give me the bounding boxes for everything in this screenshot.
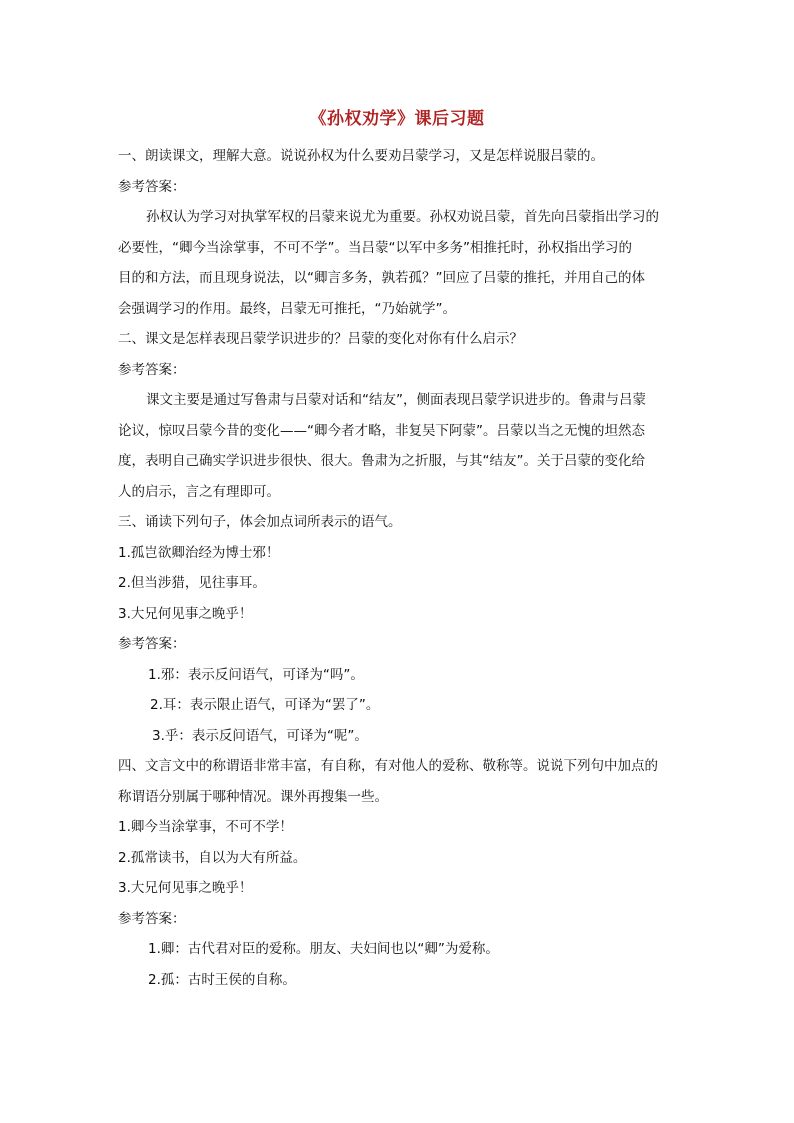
answer-paragraph-line: 会强调学习的作用。最终，吕蒙无可推托，“乃始就学”。 <box>118 300 456 317</box>
sentence-item: 1.卿今当涂掌事，不可不学！ <box>118 819 293 835</box>
answer-paragraph-line: 人的启示，言之有理即可。 <box>118 483 280 500</box>
question-4: 四、文言文中的称谓语非常丰富，有自称，有对他人的爱称、敬称等。说说下列句中加点的 <box>118 758 658 774</box>
answer-item: 1.邪：表示反问语气，可译为“吗”。 <box>148 666 364 683</box>
sentence-item: 3.大兄何见事之晚乎！ <box>118 880 253 896</box>
answer-paragraph-line: 孙权认为学习对执掌军权的吕蒙来说尤为重要。孙权劝说吕蒙，首先向吕蒙指出学习的 <box>146 209 659 225</box>
answer-item: 2.耳：表示限止语气，可译为“罢了”。 <box>150 697 380 713</box>
question-4-continued: 称谓语分别属于哪种情况。课外再搜集一些。 <box>118 788 388 805</box>
sentence-item: 1.孤岂欲卿治经为博士邪！ <box>118 544 280 561</box>
answer-paragraph-line: 目的和方法，而且现身说法，以“卿言多务，孰若孤？”回应了吕蒙的推托，并用自己的体 <box>118 270 645 286</box>
question-3: 三、诵读下列句子，体会加点词所表示的语气。 <box>118 514 402 530</box>
answer-item: 1.卿：古代君对臣的爱称。朋友、夫妇间也以“卿”为爱称。 <box>148 941 499 957</box>
answer-paragraph-line: 度，表明自己确实学识进步很快、很大。鲁肃为之折服，与其“结友”。关于吕蒙的变化给 <box>118 453 645 469</box>
answer-item: 2.孤：古时王侯的自称。 <box>148 971 296 988</box>
answer-label: 参考答案： <box>118 636 186 652</box>
answer-label: 参考答案： <box>118 910 186 927</box>
sentence-item: 2.但当涉猎，见往事耳。 <box>118 575 266 591</box>
sentence-item: 3.大兄何见事之晚乎！ <box>118 605 253 622</box>
document-body <box>118 141 678 995</box>
page-title: 《孙权劝学》课后习题 <box>309 109 485 129</box>
answer-item: 3.乎：表示反问语气，可译为“呢”。 <box>152 727 368 744</box>
answer-label: 参考答案： <box>118 178 186 195</box>
question-2: 二、课文是怎样表现吕蒙学识进步的？吕蒙的变化对你有什么启示？ <box>118 331 523 347</box>
sentence-item: 2.孤常读书，自以为大有所益。 <box>118 849 307 866</box>
answer-paragraph-line: 论议，惊叹吕蒙今昔的变化——“卿今者才略，非复吴下阿蒙”。吕蒙以当之无愧的坦然态 <box>118 422 645 439</box>
answer-paragraph-line: 必要性，“卿今当涂掌事，不可不学”。当吕蒙“以军中多务”相推托时，孙权指出学习的 <box>118 239 632 256</box>
answer-label: 参考答案： <box>118 361 186 378</box>
question-1: 一、朗读课文，理解大意。说说孙权为什么要劝吕蒙学习，又是怎样说服吕蒙的。 <box>118 148 604 164</box>
answer-paragraph-line: 课文主要是通过写鲁肃与吕蒙对话和“结友”，侧面表现吕蒙学识进步的。鲁肃与吕蒙 <box>146 392 646 408</box>
